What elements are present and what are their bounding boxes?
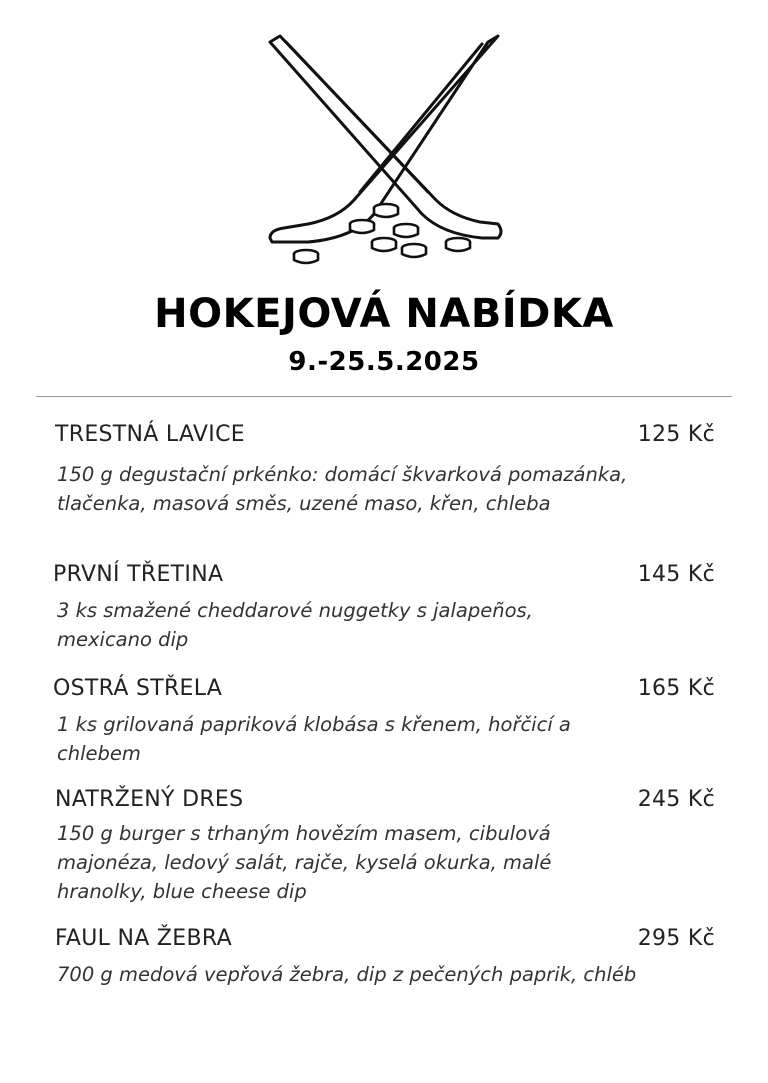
- menu-item-price: 145 Kč: [637, 562, 715, 587]
- hockey-puck-icon: [294, 204, 470, 263]
- menu-item-name: FAUL NA ŽEBRA: [55, 926, 232, 951]
- hockey-sticks-icon: [262, 32, 506, 270]
- page-title: HOKEJOVÁ NABÍDKA: [154, 291, 614, 337]
- menu-item-description: 3 ks smažené cheddarové nuggetky s jalapeños, mexicano dip: [57, 599, 533, 651]
- menu-item-name: NATRŽENÝ DRES: [55, 787, 244, 812]
- menu-item-description: 150 g burger s trhaným hovězím masem, cibulová majonéza, ledový salát, rajče, kyselá okurka, malé hranolky, blue cheese dip: [57, 822, 552, 903]
- menu-item-price: 295 Kč: [637, 926, 715, 951]
- menu-item-price: 165 Kč: [637, 676, 715, 701]
- date-range: 9.-25.5.2025: [288, 347, 480, 377]
- menu-item-price: 245 Kč: [637, 787, 715, 812]
- menu-item-description: 150 g degustační prkénko: domácí škvarková pomazánka, tlačenka, masová směs, uzené maso, křen, chleba: [57, 463, 628, 515]
- menu-item-description: 1 ks grilovaná papriková klobása s křenem, hořčicí a chlebem: [57, 713, 571, 765]
- menu-item-price: 125 Kč: [637, 422, 715, 447]
- menu-item-name: TRESTNÁ LAVICE: [55, 422, 245, 447]
- menu-item-name: PRVNÍ TŘETINA: [53, 562, 224, 587]
- divider: [36, 396, 732, 397]
- menu-item-description: 700 g medová vepřová žebra, dip z pečených paprik, chléb: [57, 963, 637, 986]
- menu-item-name: OSTRÁ STŘELA: [53, 676, 223, 701]
